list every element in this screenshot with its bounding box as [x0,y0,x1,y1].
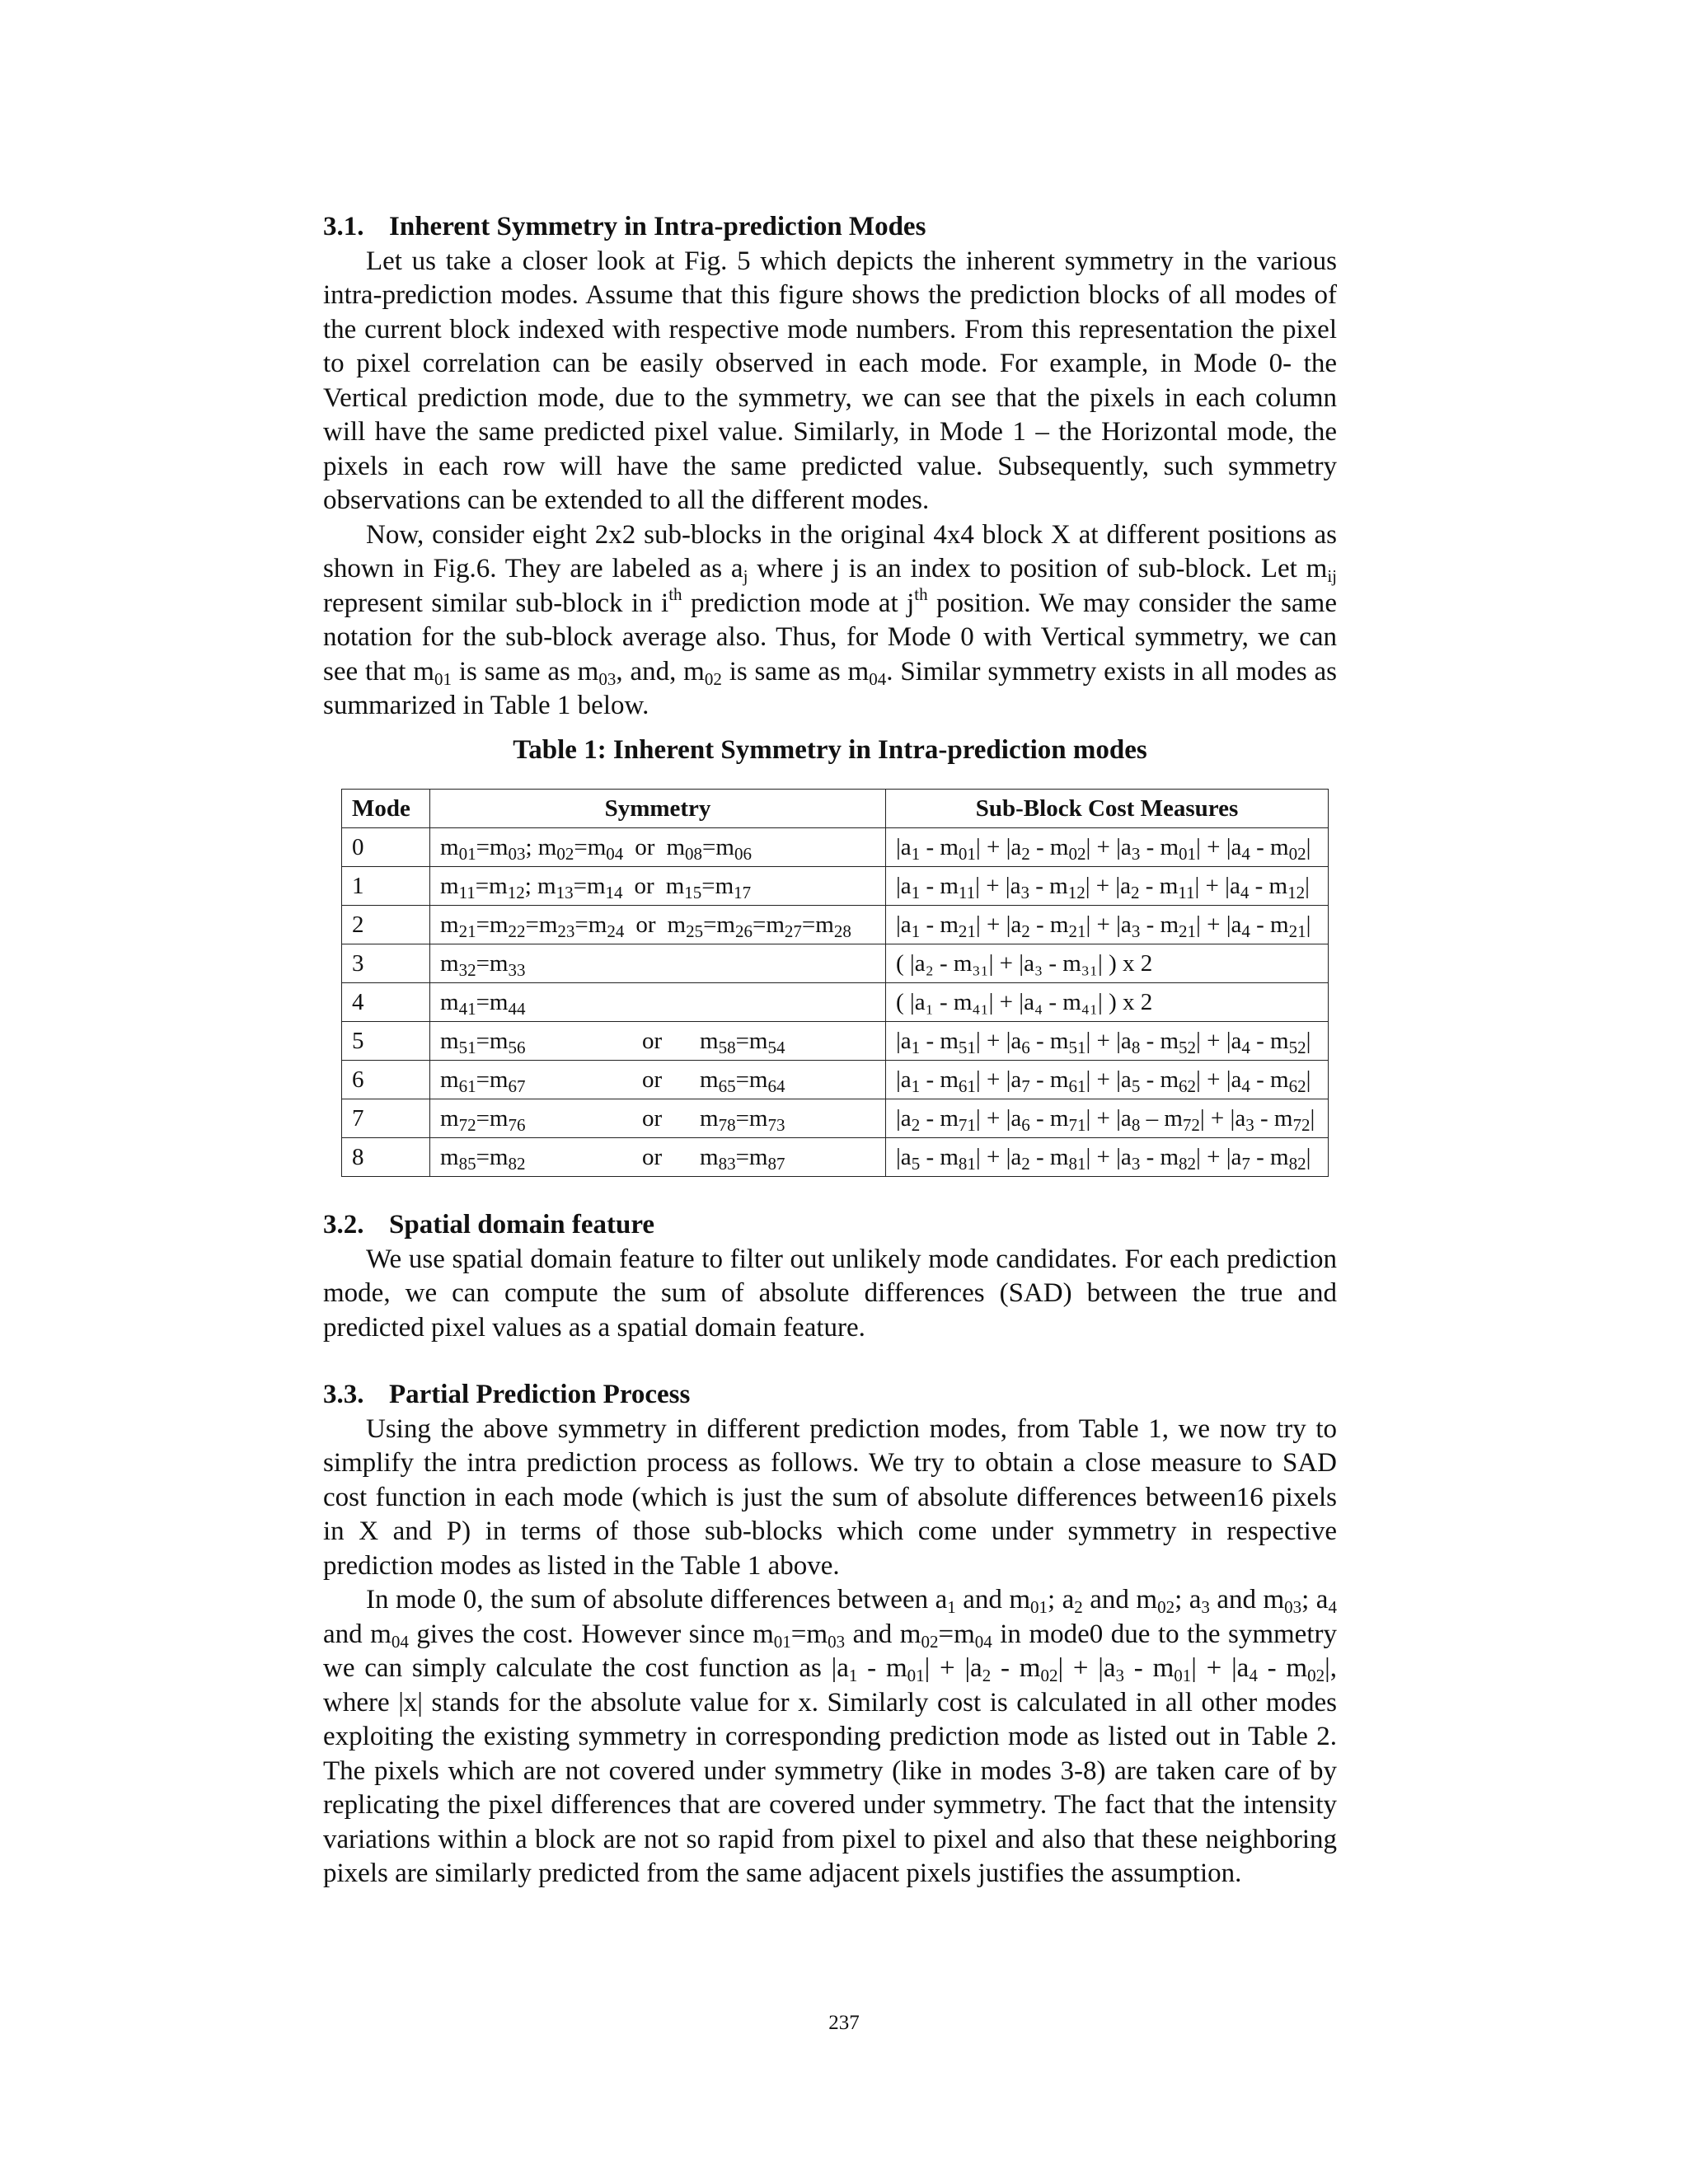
cell-symmetry: $m_{51}=m_{56}$ or $m_{58}=m_{54}$ [430,1022,886,1061]
cell-mode: 1 [342,867,430,906]
table-row [342,1061,1329,1099]
cell-mode: 4 [342,983,430,1022]
section-3-3-paragraph-1: Using the above symmetry in different prediction modes, from Table 1, we now try to simplify the intra prediction process as follows. We try to obtain a close measure to SAD cost function in each mode (which is just the sum of absolute differences between16 pixels in X and P) in terms of those sub-blocks which come under symmetry in respective prediction modes as listed in the Table 1 above. [323,1413,1337,1581]
table-row [342,983,1329,1022]
cell-cost: ( |a₁ - m₄₁| + |a₄ - m₄₁| ) x 2 [886,983,1329,1022]
table-row [342,828,1329,867]
cell-cost: $|a_1 - m_{01}| + |a_2 - m_{02}| + |a_3 - m_{01}| + |a_4 - m_{02}|$ [886,828,1329,867]
table-row [342,1022,1329,1061]
table-header-row [342,790,1329,828]
cell-symmetry: $m_{21}=m_{22}=m_{23}=m_{24}$ or $m_{25}=m_{26}=m_{27}=m_{28}$ [430,906,886,944]
header-mode: Mode [342,790,430,828]
cell-cost: $|a_1 - m_{61}| + |a_7 - m_{61}| + |a_5 - m_{62}| + |a_4 - m_{62}|$ [886,1061,1329,1099]
cell-mode: 5 [342,1022,430,1061]
table-1-caption: Table 1: Inherent Symmetry in Intra-prediction modes [513,734,1147,765]
cell-symmetry: $m_{41}=m_{44}$ [430,983,886,1022]
cell-mode: 2 [342,906,430,944]
table-row [342,944,1329,983]
table-row [342,906,1329,944]
cell-cost: $|a_5 - m_{81}| + |a_2 - m_{81}| + |a_3 - m_{82}| + |a_7 - m_{82}|$ [886,1138,1329,1177]
cell-symmetry: $m_{32}=m_{33}$ [430,944,886,983]
cell-cost: $|a_1 - m_{21}| + |a_2 - m_{21}| + |a_3 - m_{21}| + |a_4 - m_{21}|$ [886,906,1329,944]
section-3-1-heading: 3.1. Inherent Symmetry in Intra-prediction Modes [323,212,926,241]
section-3-3-paragraph-2: In mode 0, the sum of absolute differences between $a_1$ and $m_{01}$; $a_2$ and $m_{02}$; $a_3$ and $m_{03}$; $a_4$ and $m_{04}$ gives the cost. However since $m_{01}=m_{03}$ and $m_{02}=m_{04}$ in mode0 due to the symmetry we can simply calculate the cost function as $|a_1 - m_{01}| + |a_2 - m_{02}| + |a_3 - m_{01}| + |a_4 - m_{02}|$, where |x| stands for the absolute value for x. Similarly cost is calculated in all other modes exploiting the existing symmetry in corresponding prediction mode as listed out in Table 2. The pixels which are not covered under symmetry (like in modes 3-8) are taken care of by replicating the pixel differences that are covered under symmetry. The fact that the intensity variations within a block are not so rapid from pixel to pixel and also that these neighboring pixels are similarly predicted from the same adjacent pixels justifies the assumption. [323,1585,1337,1888]
cell-mode: 3 [342,944,430,983]
section-3-1-paragraph-1: Let us take a closer look at Fig. 5 which depicts the inherent symmetry in the various intra-prediction modes. Assume that this figure shows the prediction blocks of all modes of the current block indexed with respective mode numbers. From this representation the pixel to pixel correlation can be easily observed in each mode. For example, in Mode 0- the Vertical prediction mode, due to the symmetry, we can see that the pixels in each column will have the same predicted pixel value. Similarly, in Mode 1 – the Horizontal mode, the pixels in each row will have the same predicted value. Subsequently, such symmetry observations can be extended to all the different modes. [323,246,1337,515]
cell-symmetry: $m_{72}=m_{76}$ or $m_{78}=m_{73}$ [430,1099,886,1138]
table-row [342,1099,1329,1138]
section-3-2-heading: 3.2. Spatial domain feature [323,1210,655,1240]
section-3-1-paragraph-2: Now, consider eight 2x2 sub-blocks in the original 4x4 block X at different positions as shown in Fig.6. They are labeled as $a_j$ where j is an index to position of sub-block. Let $m_{ij}$ represent similar sub-block in $i^{th}$ prediction mode at $j^{th}$ position. We may consider the same notation for the sub-block average also. Thus, for Mode 0 with Vertical symmetry, we can see that $m_{01}$ is same as $m_{03}$, and, $m_{02}$ is same as $m_{04}$. Similar symmetry exists in all modes as summarized in Table 1 below. [323,519,1337,720]
cell-mode: 7 [342,1099,430,1138]
cell-symmetry: $m_{61}=m_{67}$ or $m_{65}=m_{64}$ [430,1061,886,1099]
table-row [342,867,1329,906]
header-symmetry: Symmetry [430,790,886,828]
cell-cost: $|a_1 - m_{11}| + |a_3 - m_{12}| + |a_2 - m_{11}| + |a_4 - m_{12}|$ [886,867,1329,906]
cell-mode: 6 [342,1061,430,1099]
table-row [342,1138,1329,1177]
cell-symmetry: $m_{11}=m_{12}$; $m_{13}=m_{14}$ or $m_{15}=m_{17}$ [430,867,886,906]
page-number: 237 [828,2012,860,2034]
section-3-3-heading: 3.3. Partial Prediction Process [323,1380,691,1409]
section-3-2-paragraph-1: We use spatial domain feature to filter out unlikely mode candidates. For each prediction mode, we can compute the sum of absolute differences (SAD) between the true and predicted pixel values as a spatial domain feature. [323,1244,1337,1343]
cell-mode: 8 [342,1138,430,1177]
cell-cost: ( |a₂ - m₃₁| + |a₃ - m₃₁| ) x 2 [886,944,1329,983]
cell-mode: 0 [342,828,430,867]
cell-cost: $|a_1 - m_{51}| + |a_6 - m_{51}| + |a_8 - m_{52}| + |a_4 - m_{52}|$ [886,1022,1329,1061]
page-content [323,210,1337,1891]
table-1 [341,789,1329,1177]
header-cost: Sub-Block Cost Measures [886,790,1329,828]
cell-symmetry: $m_{01}=m_{03}$; $m_{02}=m_{04}$ or $m_{08}=m_{06}$ [430,828,886,867]
cell-cost: $|a_2 - m_{71}| + |a_6 - m_{71}| + |a_8 - m_{72}| + |a_3 - m_{72}|$ [886,1099,1329,1138]
cell-symmetry: $m_{85}=m_{82}$ or $m_{83}=m_{87}$ [430,1138,886,1177]
